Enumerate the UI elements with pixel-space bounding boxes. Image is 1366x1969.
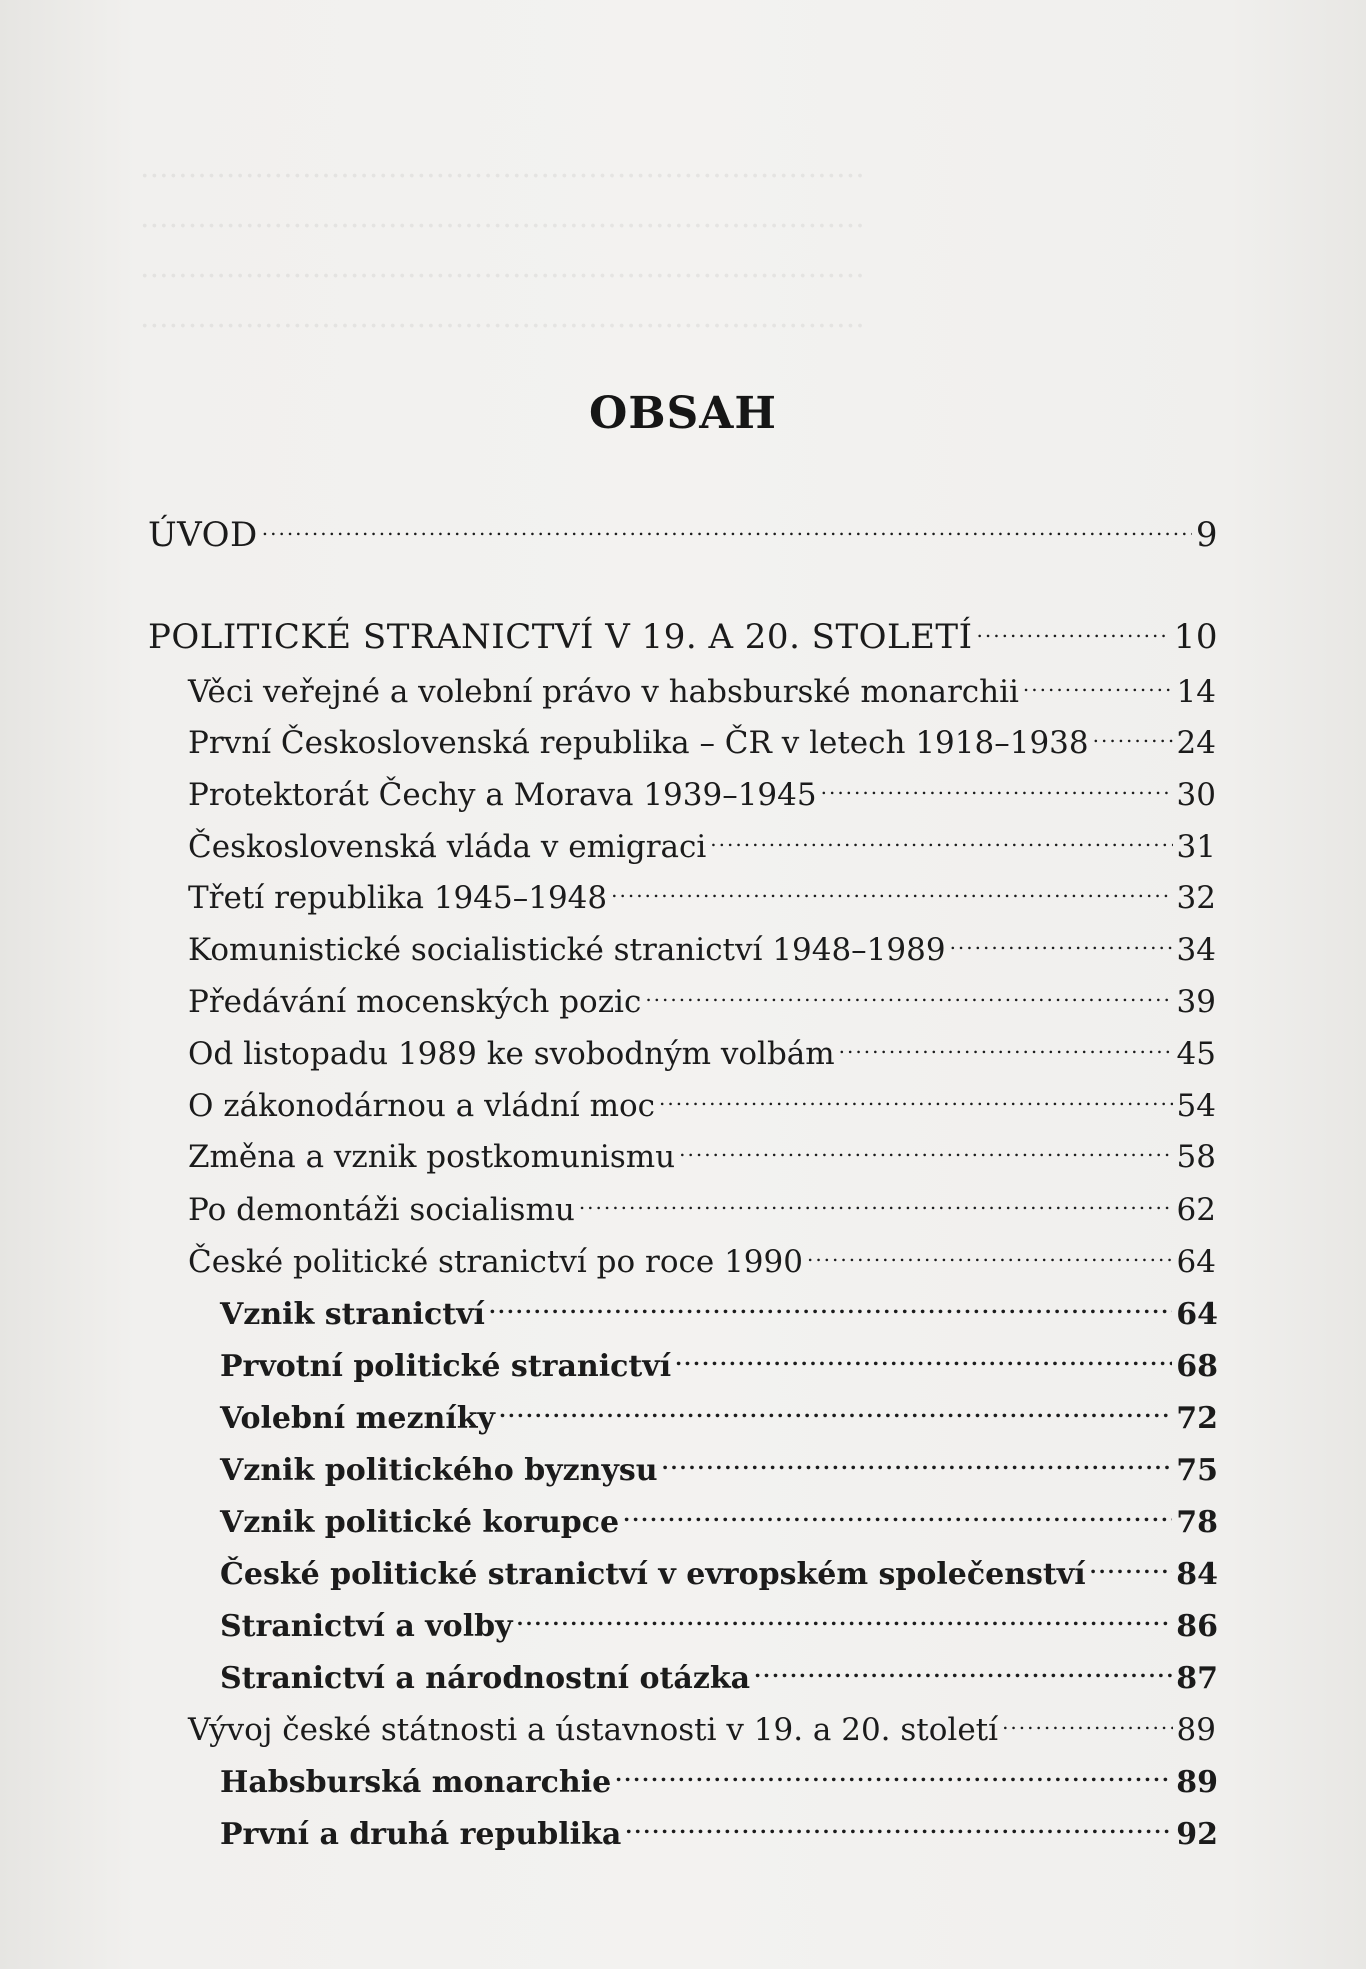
toc-entry [220, 1804, 1218, 1855]
dot-leader [675, 1336, 1172, 1376]
toc-entry [220, 1284, 1218, 1335]
dot-leader [517, 1596, 1173, 1636]
toc-entry-label: Protektorát Čechy a Morava 1939–1945 [188, 777, 817, 813]
toc-entry-page-number: 31 [1176, 829, 1216, 865]
show-through-line: ............................................................................ [140, 300, 865, 335]
toc-entry-label: První a druhá republika [220, 1817, 622, 1852]
show-through-line: ............................................................................ [140, 150, 865, 185]
toc-entry-label: ÚVOD [148, 515, 258, 555]
toc-entry-page-number: 64 [1176, 1297, 1218, 1332]
dot-leader [807, 1232, 1173, 1272]
toc-entry-page-number: 9 [1195, 515, 1218, 555]
toc-entry [188, 662, 1216, 712]
toc-entry-label: První Československá republika – ČR v letech 1918–1938 [188, 725, 1089, 761]
toc-entry [148, 608, 1218, 657]
toc-entry [188, 1700, 1216, 1750]
toc-entry-page-number: 34 [1176, 932, 1216, 968]
toc-entry-label: Vznik politické korupce [220, 1505, 620, 1540]
toc-entry-page-number: 87 [1176, 1661, 1218, 1696]
toc-entry [188, 765, 1216, 815]
toc-entry [148, 506, 1218, 555]
toc-entry-label: Komunistické socialistické stranictví 1948–1989 [188, 932, 946, 968]
toc-entry-page-number: 58 [1176, 1139, 1216, 1175]
toc-entry [188, 1024, 1216, 1074]
toc-entry-page-number: 64 [1176, 1244, 1216, 1280]
toc-entry [220, 1596, 1218, 1647]
toc-entry [188, 1076, 1216, 1126]
toc-entry-label: Stranictví a národnostní otázka [220, 1661, 751, 1696]
toc-entry-label: Věci veřejné a volební právo v habsburské monarchii [188, 674, 1019, 710]
toc-entry-label: Třetí republika 1945–1948 [188, 880, 608, 916]
toc-entry-label: České politické stranictví po roce 1990 [188, 1244, 803, 1280]
toc-entry-label: Stranictví a volby [220, 1609, 513, 1644]
dot-leader [611, 868, 1172, 908]
toc-entry-label: Změna a vznik postkomunismu [188, 1139, 676, 1175]
toc-entry [188, 713, 1216, 763]
toc-entry [188, 1127, 1216, 1177]
toc-entry-label: Předávání mocenských pozic [188, 984, 642, 1020]
toc-entry [188, 868, 1216, 918]
toc-entry-page-number: 32 [1176, 880, 1216, 916]
dot-leader [977, 608, 1170, 648]
dot-leader [754, 1648, 1172, 1688]
toc-entry-page-number: 24 [1176, 725, 1216, 761]
toc-entry-page-number: 89 [1176, 1712, 1216, 1748]
dot-leader [659, 1076, 1173, 1116]
toc-entry-label: POLITICKÉ STRANICTVÍ V 19. A 20. STOLETÍ [148, 617, 973, 657]
dot-leader [1090, 1544, 1173, 1584]
toc-entry [188, 817, 1216, 867]
toc-entry [220, 1648, 1218, 1699]
dot-leader [950, 920, 1173, 960]
dot-leader [679, 1127, 1172, 1167]
toc-entry-page-number: 72 [1176, 1401, 1218, 1436]
dot-leader [821, 765, 1173, 805]
toc-entry-page-number: 92 [1176, 1817, 1218, 1852]
dot-leader [839, 1024, 1173, 1064]
dot-leader [625, 1804, 1172, 1844]
toc-entry [188, 1232, 1216, 1282]
toc-entry [220, 1752, 1218, 1803]
dot-leader [662, 1440, 1173, 1480]
toc-entry [220, 1336, 1218, 1387]
show-through-line: ............................................................................ [140, 200, 865, 235]
toc-entry-page-number: 14 [1176, 674, 1216, 710]
toc-entry-page-number: 84 [1176, 1557, 1218, 1592]
toc-entry-label: Vznik politického byznysu [220, 1453, 658, 1488]
toc-entry-label: Vznik stranictví [220, 1297, 485, 1332]
dot-leader [499, 1388, 1172, 1428]
toc-entry-label: Habsburská monarchie [220, 1765, 612, 1800]
toc-entry [220, 1440, 1218, 1491]
toc-entry [220, 1544, 1218, 1595]
toc-entry-page-number: 62 [1176, 1192, 1216, 1228]
toc-entry-page-number: 86 [1176, 1609, 1218, 1644]
toc-entry-label: Vývoj české státnosti a ústavnosti v 19. a 20. století [188, 1712, 999, 1748]
toc-entry [188, 1180, 1216, 1230]
dot-leader [615, 1752, 1172, 1792]
toc-entry-page-number: 45 [1176, 1036, 1216, 1072]
dot-leader [1093, 713, 1173, 753]
toc-entry-page-number: 68 [1176, 1349, 1218, 1384]
dot-leader [710, 817, 1172, 857]
toc-entry-page-number: 75 [1176, 1453, 1218, 1488]
toc-entry-page-number: 10 [1173, 617, 1218, 657]
toc-entry-label: České politické stranictví v evropském společenství [220, 1557, 1086, 1592]
toc-entry-label: O zákonodárnou a vládní moc [188, 1088, 655, 1124]
toc-entry [188, 920, 1216, 970]
toc-entry-page-number: 30 [1176, 777, 1216, 813]
toc-entry-page-number: 39 [1176, 984, 1216, 1020]
toc-entry-label: Československá vláda v emigraci [188, 829, 707, 865]
toc-entry [188, 972, 1216, 1022]
dot-leader [645, 972, 1172, 1012]
dot-leader [579, 1180, 1173, 1220]
toc-entry [220, 1492, 1218, 1543]
toc-entry-page-number: 54 [1176, 1088, 1216, 1124]
dot-leader [1023, 662, 1173, 702]
toc-entry-page-number: 89 [1176, 1765, 1218, 1800]
toc-entry-label: Volební mezníky [220, 1401, 495, 1436]
toc-entry-label: Po demontáži socialismu [188, 1192, 575, 1228]
dot-leader [262, 506, 1192, 546]
dot-leader [489, 1284, 1172, 1324]
toc-entry-label: Od listopadu 1989 ke svobodným volbám [188, 1036, 835, 1072]
toc-entry [220, 1388, 1218, 1439]
dot-leader [1002, 1700, 1172, 1740]
show-through-line: ............................................................................ [140, 250, 865, 285]
toc-entry-page-number: 78 [1176, 1505, 1218, 1540]
toc-entry-label: Prvotní politické stranictví [220, 1349, 672, 1384]
dot-leader [623, 1492, 1172, 1532]
page-title: OBSAH [588, 388, 777, 439]
